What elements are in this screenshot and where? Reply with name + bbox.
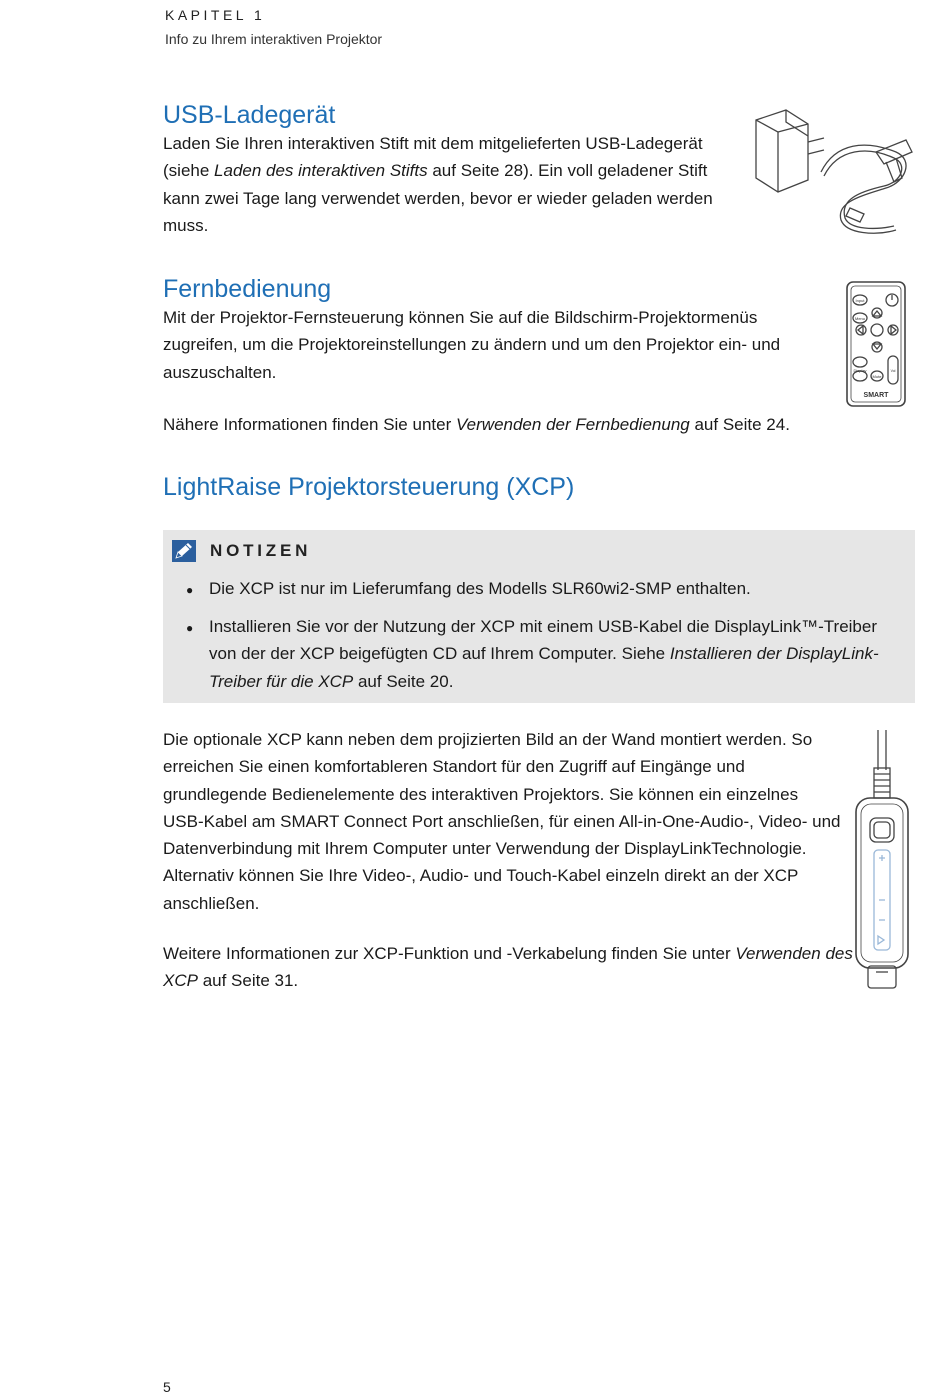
remote-more-paragraph bbox=[163, 411, 863, 438]
text-run: auf Seite 20. bbox=[353, 671, 454, 691]
remote-button-mute: Mute bbox=[872, 374, 882, 379]
xcp-device-illustration bbox=[852, 730, 912, 995]
section-remote bbox=[163, 275, 823, 386]
link-use-xcp[interactable]: Verwenden des XCP bbox=[163, 944, 853, 991]
link-use-remote[interactable]: Verwenden der Fernbedienung bbox=[455, 415, 690, 434]
enter-icon bbox=[871, 324, 883, 336]
section-heading-usb-charger: USB-Ladegerät bbox=[163, 101, 336, 129]
usb-charger-illustration bbox=[746, 102, 916, 242]
text-run: auf Seite 31. bbox=[197, 971, 299, 991]
link-install-displaylink[interactable]: Installieren der DisplayLink-Treiber für die XCP bbox=[209, 644, 879, 691]
remote-button-input: Input bbox=[855, 298, 865, 303]
bullet-icon: ● bbox=[186, 621, 194, 635]
note-pencil-icon bbox=[172, 540, 196, 562]
page-number: 5 bbox=[163, 1379, 171, 1395]
remote-button-menu: Menu bbox=[854, 316, 866, 321]
section-usb-charger bbox=[163, 101, 743, 239]
xcp-more-paragraph bbox=[163, 940, 863, 995]
text-run: Laden Sie Ihren interaktiven Stift mit dem mitgelieferten USB-Ladegerät (siehe bbox=[163, 134, 703, 181]
smart-logo: SMART bbox=[863, 392, 889, 399]
text-run: Installieren Sie vor der Nutzung der XCP mit einem USB-Kabel die DisplayLink™-Treiber von der der XCP beigefügten CD auf Ihrem Computer. Siehe bbox=[209, 617, 878, 664]
section-xcp bbox=[163, 473, 863, 502]
bullet-icon: ● bbox=[186, 583, 194, 597]
section-heading-xcp: LightRaise Projektorsteuerung (XCP) bbox=[163, 473, 575, 501]
section-heading-remote: Fernbedienung bbox=[163, 275, 332, 303]
text-run: auf Seite 24. bbox=[689, 415, 790, 434]
notes-title: NOTIZEN bbox=[210, 541, 312, 560]
remote-button-display: Display bbox=[853, 368, 867, 373]
text-run: Weitere Informationen zur XCP-Funktion und -Verkabelung finden Sie unter bbox=[163, 944, 736, 963]
note-item-2 bbox=[209, 613, 909, 695]
xcp-more-info bbox=[163, 940, 863, 995]
xcp-paragraph: Die optionale XCP kann neben dem projizierten Bild an der Wand montiert werden. So erreichen Sie einen komfortableren Standort für den Zugriff auf Eingänge und grundlegende Bedienelemente des interaktiven Projektors. Sie können ein einzelnes USB-Kabel am SMART Connect Port anschließen, für einen All-in-One-Audio-, Video- und Datenverbindung mit Ihrem Computer unter Verwendung der DisplayLinkTechnologie. Alternativ können Sie Ihre Video-, Audio- und Touch-Kabel einzeln direkt an der XCP anschließen. bbox=[163, 730, 841, 913]
xcp-body bbox=[163, 726, 843, 917]
chapter-subtitle: Info zu Ihrem interaktiven Projektor bbox=[165, 31, 383, 47]
note-item-1: Die XCP ist nur im Lieferumfang des Modells SLR60wi2-SMP enthalten. bbox=[209, 579, 751, 598]
link-charging-pen[interactable]: Laden des interaktiven Stifts bbox=[214, 161, 428, 181]
remote-paragraph: Mit der Projektor-Fernsteuerung können Sie auf die Bildschirm-Projektormenüs zugreifen, um die Projektoreinstellungen zu ändern und um den Projektor ein- und auszuschalten. bbox=[163, 308, 781, 382]
remote-control-illustration bbox=[845, 280, 907, 408]
text-run: Nähere Informationen finden Sie unter bbox=[163, 415, 456, 434]
remote-button-vol: Vol bbox=[890, 369, 896, 373]
chapter-label: KAPITEL 1 bbox=[165, 7, 266, 23]
text-run: auf Seite 28). Ein voll geladener Stift kann zwei Tage lang verwendet werden, bevor er wieder geladen werden muss. bbox=[163, 161, 713, 235]
remote-more-info bbox=[163, 411, 863, 438]
usb-charger-paragraph bbox=[163, 130, 743, 239]
